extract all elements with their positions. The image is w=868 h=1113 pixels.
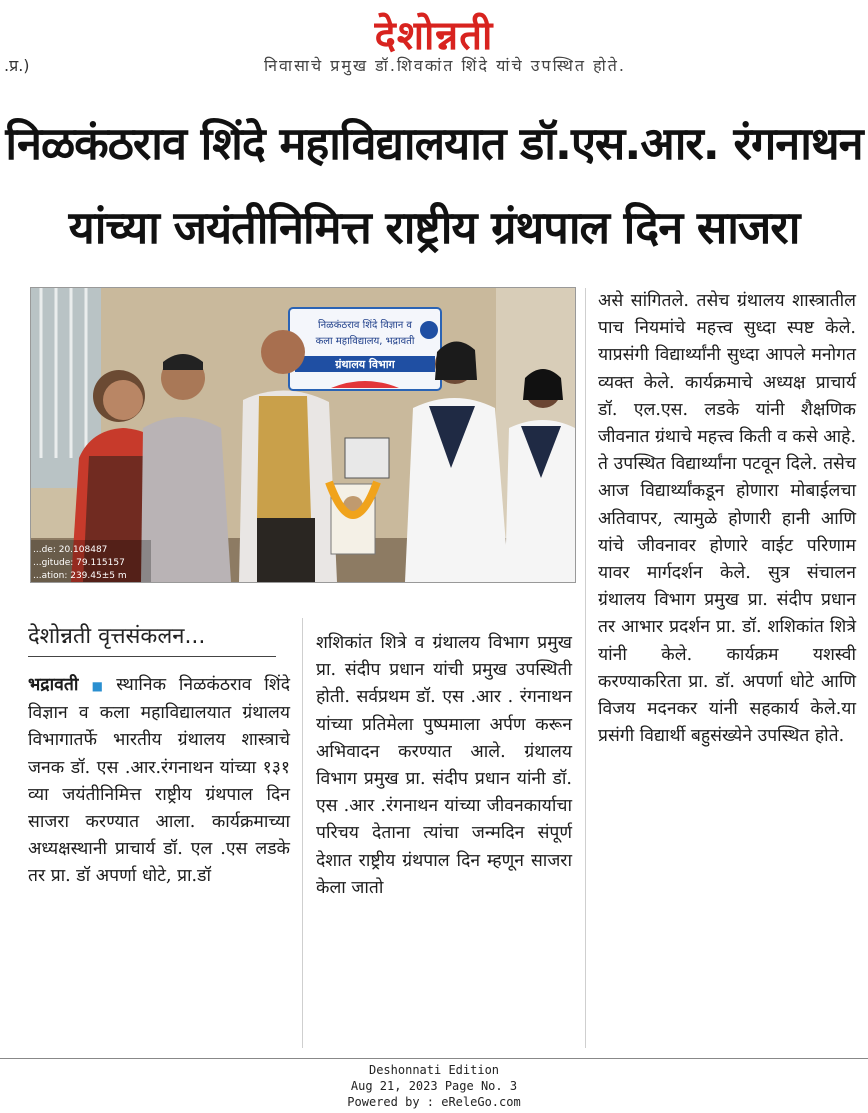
dateline-bullet-icon: ■ xyxy=(84,679,111,693)
byline-rule xyxy=(28,656,276,657)
article-column-3 xyxy=(598,288,856,750)
dateline-place: भद्रावती xyxy=(28,675,79,695)
article-column-1 xyxy=(28,672,290,891)
headline-line-2: यांच्या जयंतीनिमित्त राष्ट्रीय ग्रंथपाल दिन साजरा xyxy=(68,201,800,254)
column-1-text: स्थानिक निळकंठराव शिंदे विज्ञान व कला महाविद्यालयात ग्रंथालय विभागातर्फे भारतीय ग्रंथालय शास्त्राचे जनक डॉ. एस .आर.रंगनाथन यांच्या १३१ व्या जयंतीनिमित्त राष्ट्रीय ग्रंथपाल दिन साजरा करण्यात आला. कार्यक्रमाच्या अध्यक्षस्थानी प्राचार्य डॉ. एल .एस लडके तर प्रा. डॉ अपर्णा धोटे, प्रा.डॉ xyxy=(28,675,290,887)
article-column-2 xyxy=(316,630,572,902)
footer xyxy=(0,1062,868,1110)
banner-line-1: निळकंठराव शिंदे विज्ञान व xyxy=(318,320,412,331)
column-3-text: असे सांगितले. तसेच ग्रंथालय शास्त्रातील पाच नियमांचे महत्त्व सुध्दा स्पष्ट केले. याप्रसंगी विद्यार्थ्यांनी सुध्दा आपले मनोगत व्यक्त केले. कार्यक्रमाचे अध्यक्ष प्राचार्य डॉ. एल.एस. लडके यांनी शैक्षणिक जीवनात ग्रंथाचे महत्त्व किती व कसे आहे. ते उपस्थित विद्यार्थ्यांना पटवून दिले. तसेच आज विद्यार्थ्यांकडून होणारा मोबाईलचा अतिवापर, त्यामुळे होणारी हानी आणि यांचे जीवनावर होणारे वाईट परिणाम यावर मार्गदर्शन केले. सुत्र संचालन ग्रंथालय विभाग प्रमुख प्रा. संदीप प्रधान तर आभार प्रदर्शन प्रा. डॉ. शशिकांत शित्रे यांनी केले. कार्यक्रम यशस्वी करण्याकरिता प्रा. डॉ. अपर्णा धोटे आणि विजय मदनकर यांनी सहकार्य केले.या प्रसंगी विद्यार्थी बहुसंख्येने उपस्थित होते. xyxy=(598,291,857,747)
masthead-logo: देशोन्नती xyxy=(374,13,494,59)
footer-date-page: Aug 21, 2023 Page No. 3 xyxy=(350,1079,518,1093)
cutline-left: .प्र.) xyxy=(4,56,30,75)
column-divider-2 xyxy=(585,288,586,1048)
byline: देशोन्नती वृत्तसंकलन... xyxy=(28,624,206,649)
headline-line-1: निळकंठराव शिंदे महाविद्यालयात डॉ.एस.आर. रंगनाथन xyxy=(5,117,863,170)
column-2-text: शशिकांत शित्रे व ग्रंथालय विभाग प्रमुख प्रा. संदीप प्रधान यांची प्रमुख उपस्थिती होती. सर्वप्रथम डॉ. एस .आर . रंगनाथन यांच्या प्रतिमेला पुष्पमाला अर्पण करून अभिवादन करण्यात आले. ग्रंथालय विभाग प्रमुख प्रा. संदीप प्रधान यांनी डॉ. एस .आर .रंगनाथन यांच्या जीवनकार्याचा परिचय देताना त्यांचा जन्मदिन संपूर्ण देशात राष्ट्रीय ग्रंथपाल दिन म्हणून साजरा केला जातो xyxy=(316,633,572,898)
previous-article-cutline xyxy=(0,52,868,76)
gps-longitude: ...gitude: 79.115157 xyxy=(33,558,125,568)
footer-edition: Deshonnati Edition xyxy=(368,1063,500,1077)
footer-powered-by: Powered by : eReleGo.com xyxy=(347,1095,521,1109)
footer-rule xyxy=(0,1058,868,1059)
cutline-right: निवासाचे प्रमुख डॉ.शिवकांत शिंदे यांचे उपस्थित होते. xyxy=(264,56,626,75)
event-photo xyxy=(30,287,576,583)
gps-latitude: ...de: 20.108487 xyxy=(33,545,108,555)
column-divider-1 xyxy=(302,618,303,1048)
banner-dept: ग्रंथालय विभाग xyxy=(335,358,395,371)
banner-line-2: कला महाविद्यालय, भद्रावती xyxy=(315,336,415,347)
gps-altitude: ...ation: 239.45±5 m xyxy=(33,571,127,581)
